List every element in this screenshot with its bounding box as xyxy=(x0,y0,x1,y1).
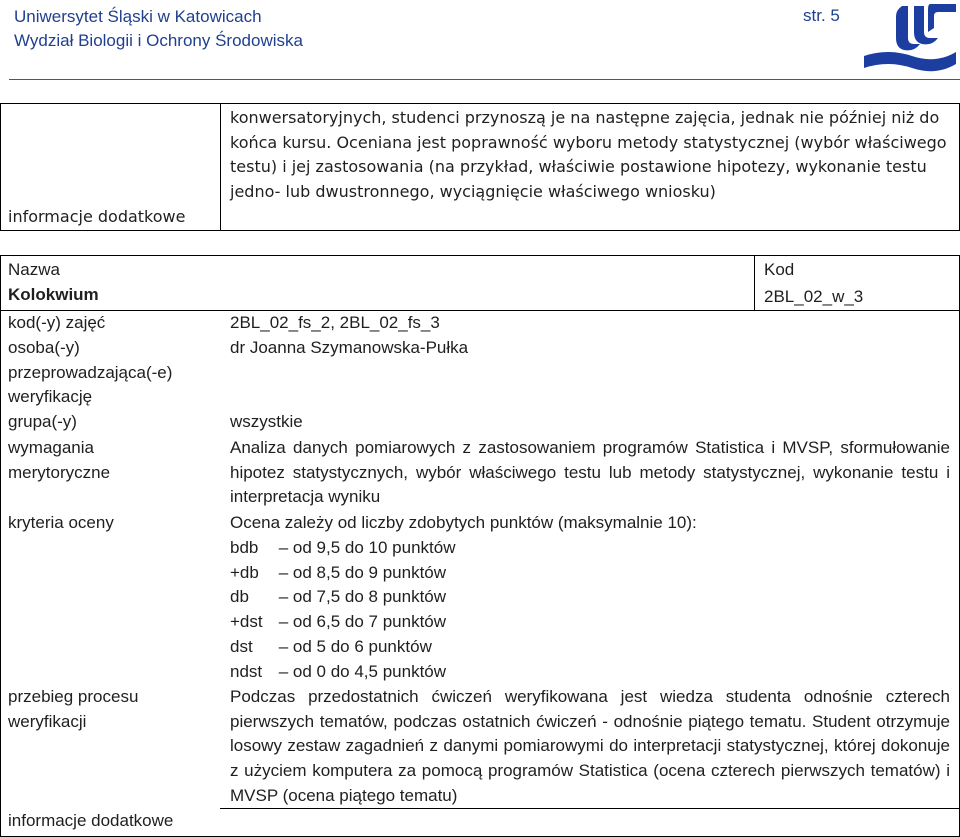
grade-symbol: db xyxy=(230,587,249,607)
course-codes-value: 2BL_02_fs_2, 2BL_02_fs_3 xyxy=(230,313,440,332)
university-logo xyxy=(858,2,958,80)
main-table-left-border xyxy=(0,255,1,837)
grade-range: od 9,5 do 10 punktów xyxy=(292,538,456,557)
label-additional-info-top: informacje dodatkowe xyxy=(8,207,186,226)
grade-item xyxy=(230,660,455,685)
grade-range: od 8,5 do 9 punktów xyxy=(292,562,447,582)
grade-symbol: +db xyxy=(230,562,259,582)
grade-item xyxy=(230,635,455,660)
grade-range: od 7,5 do 8 punktów xyxy=(292,587,447,607)
grade-range: od 5 do 6 punktów xyxy=(292,636,432,656)
grade-symbol: +dst xyxy=(230,612,263,632)
groups-label: grupa(-y) xyxy=(8,412,77,431)
kod-value: 2BL_02_w_3 xyxy=(764,287,864,306)
grade-item xyxy=(230,561,455,586)
nazwa-label: Nazwa xyxy=(8,260,60,279)
requirements-label: wymagania merytoryczne xyxy=(8,438,111,482)
nazwa-row-divider xyxy=(0,310,960,311)
process-value: Podczas przedostatnich ćwiczeń weryfikowana jest wiedza studenta odnośnie czterech pierwszych tematów, podczas ostatnich ćwiczeń - odnośnie piątego tematu. Student otrzymuje losowy zestaw zagadnień z danymi pomiarowymi do interpretacji statystycznej, której dokonuje z użyciem komputera za pomocą programów Statistica (ocena czterech pierwszych tematów) i MVSP (ocena piątego tematu) xyxy=(230,687,950,805)
grade-symbol: dst xyxy=(230,636,253,656)
criteria-grade-list xyxy=(230,536,455,684)
additional-row-divider xyxy=(220,808,960,809)
top-table-left-border xyxy=(0,103,1,231)
grade-item xyxy=(230,585,455,610)
criteria-label: kryteria oceny xyxy=(8,513,114,532)
header-university: Uniwersytet Śląski w Katowicach xyxy=(14,7,262,26)
person-label: osoba(-y) przeprowadzająca(-e) weryfikację xyxy=(8,338,173,407)
kod-column-divider xyxy=(754,255,755,310)
person-value: dr Joanna Szymanowska-Pułka xyxy=(230,338,469,357)
groups-value: wszystkie xyxy=(230,412,303,431)
top-table-column-divider xyxy=(220,103,221,231)
grade-range: od 6,5 do 7 punktów xyxy=(292,612,447,632)
requirements-value: Analiza danych pomiarowych z zastosowaniem programów Statistica i MVSP, sformułowanie hipotez statystycznych, wybór właściwego testu lub metody statystycznej, wykonanie testu i interpretacja wyniku xyxy=(230,438,950,507)
page-number: str. 5 xyxy=(803,6,840,25)
kod-label: Kod xyxy=(764,260,795,279)
grade-item xyxy=(230,610,455,635)
grade-dash: – xyxy=(274,562,293,582)
top-table-top-border xyxy=(0,103,960,104)
course-codes-label: kod(-y) zajęć xyxy=(8,313,106,332)
grade-item xyxy=(230,536,455,561)
header-divider xyxy=(9,79,960,80)
top-table-bottom-border xyxy=(0,230,960,231)
grade-symbol: bdb xyxy=(230,538,259,557)
grade-dash: – xyxy=(274,587,293,607)
grade-dash: – xyxy=(274,612,293,632)
additional-label: informacje dodatkowe xyxy=(8,811,174,830)
nazwa-value: Kolokwium xyxy=(8,285,99,304)
criteria-intro: Ocena zależy od liczby zdobytych punktów (maksymalnie 10): xyxy=(230,513,697,532)
grade-dash: – xyxy=(274,661,293,681)
main-table-top-border xyxy=(0,255,960,256)
grade-dash: – xyxy=(274,538,293,557)
grade-range: od 0 do 4,5 punktów xyxy=(292,661,447,681)
grade-dash: – xyxy=(274,636,293,656)
process-label: przebieg procesu weryfikacji xyxy=(8,687,139,731)
grade-symbol: ndst xyxy=(230,661,263,681)
header-faculty: Wydział Biologii i Ochrony Środowiska xyxy=(14,31,303,50)
continuation-text: konwersatoryjnych, studenci przynoszą je na następne zajęcia, jednak nie później niż do końca kursu. Oceniana jest poprawność wyboru metody statystycznej (wybór właściwego testu) i jej zastosowania (na przykład, właściwie postawione hipotezy, wykonanie testu jedno- lub dwustronnego, wyciągnięcie właściwego wniosku) xyxy=(230,108,947,202)
